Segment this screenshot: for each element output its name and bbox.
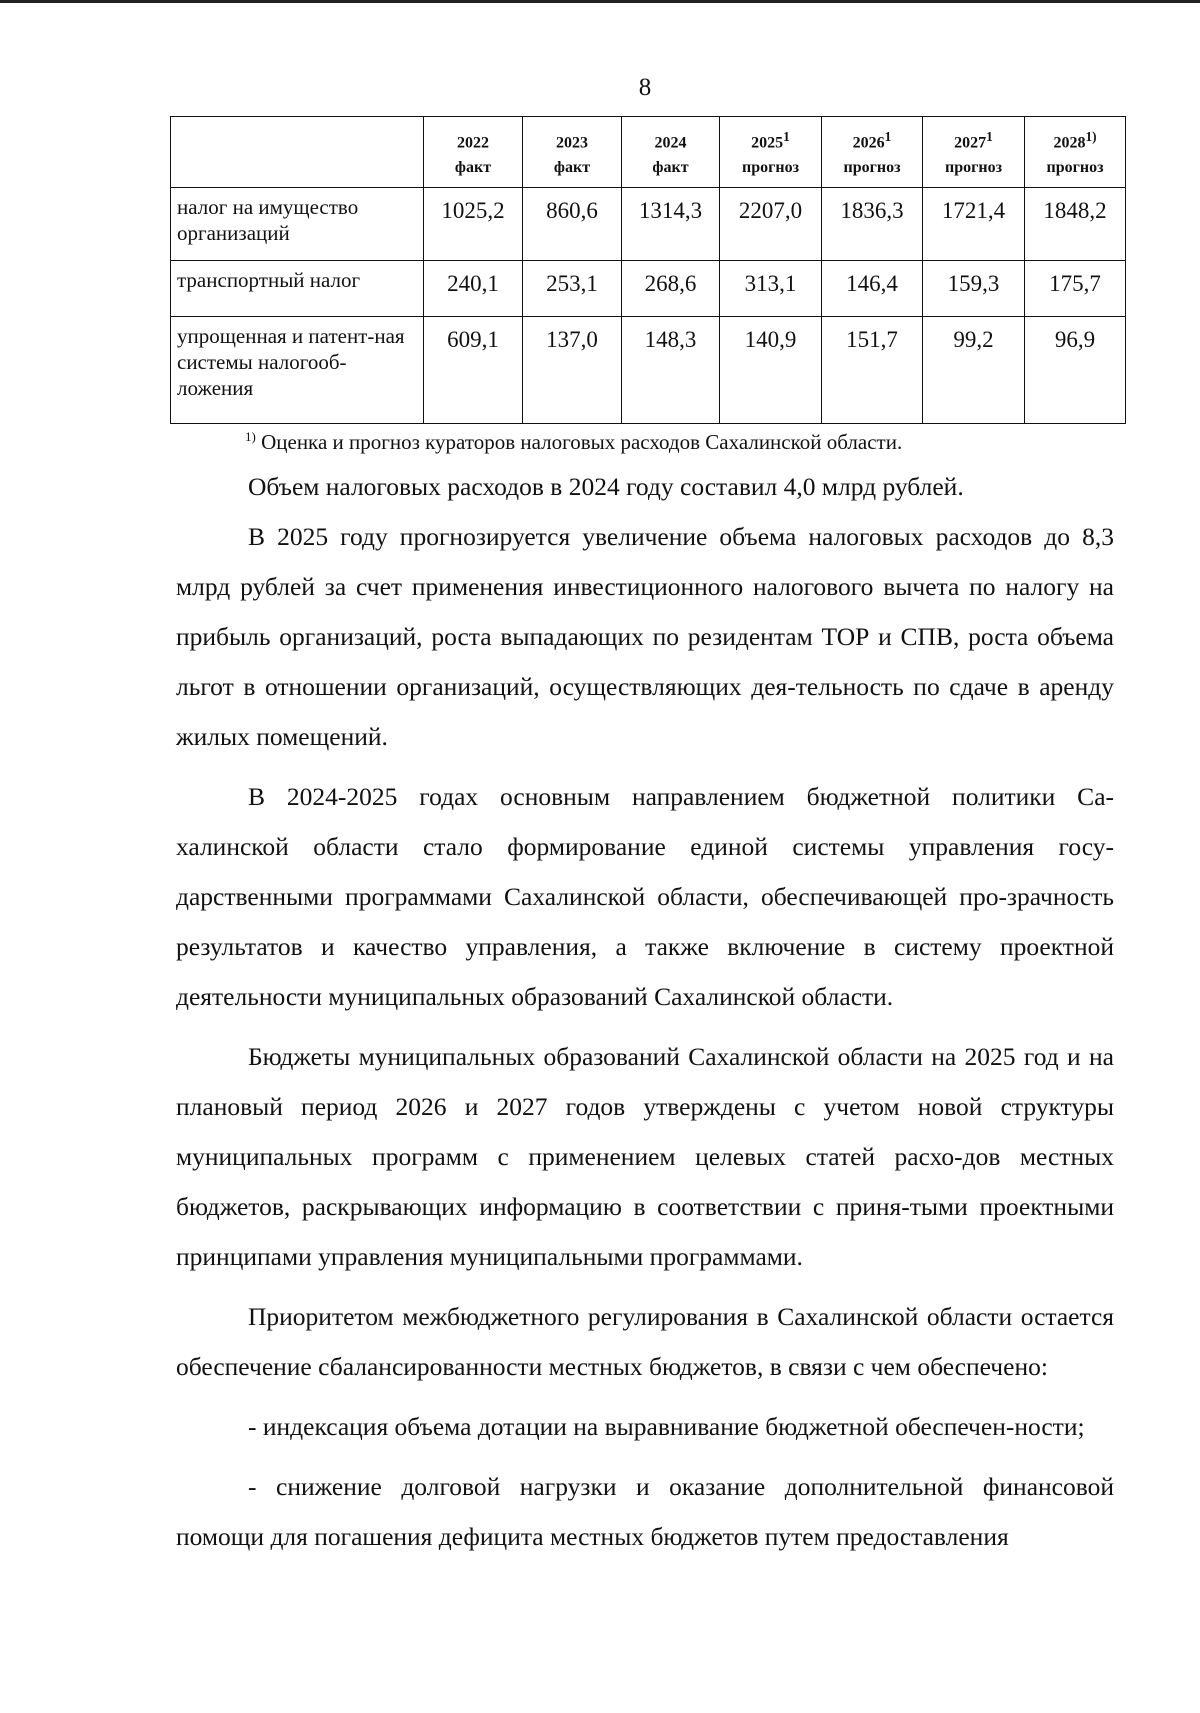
paragraph-tax-volume: Объем налоговых расходов в 2024 году составил 4,0 млрд рублей. bbox=[248, 472, 964, 501]
paragraph-2025-forecast: В 2025 году прогнозируется увеличение объема налоговых расходов до 8,3 млрд рублей за счет применения инвестиционного налогового вычета по налогу на прибыль организаций, роста выпадающих по резидентам ТОР и СПВ, роста объема льгот в отношении организаций, осуществляющих дея-тельность по сдаче в аренду жилых помещений. bbox=[176, 522, 1114, 751]
table-row bbox=[171, 188, 1126, 261]
header-year-2026: 2026$^1$ прогноз bbox=[822, 117, 923, 188]
body-text bbox=[176, 462, 1114, 1572]
header-empty-cell bbox=[171, 117, 424, 188]
cell-value: 240,1 bbox=[424, 261, 523, 317]
cell-value: 1721,4 bbox=[923, 188, 1025, 261]
cell-value: 313,1 bbox=[720, 261, 822, 317]
cell-value: 253,1 bbox=[523, 261, 622, 317]
list-item: - снижение долговой нагрузки и оказание дополнительной финансовой помощи для погашения дефицита местных бюджетов путем предоставления bbox=[176, 1472, 1114, 1551]
header-year-2023: 2023 факт bbox=[523, 117, 622, 188]
footnote-text: Оценка и прогноз кураторов налоговых расходов Сахалинской области. bbox=[255, 430, 903, 454]
cell-value: 609,1 bbox=[424, 317, 523, 424]
header-year-2022: 2022 факт bbox=[424, 117, 523, 188]
page-number: 8 bbox=[638, 74, 652, 101]
table-header-row bbox=[171, 117, 1126, 188]
cell-value: 2207,0 bbox=[720, 188, 822, 261]
header-year-2024: 2024 факт bbox=[622, 117, 720, 188]
cell-value: 137,0 bbox=[523, 317, 622, 424]
cell-value: 1848,2 bbox=[1025, 188, 1126, 261]
cell-value: 151,7 bbox=[822, 317, 923, 424]
top-border-line bbox=[0, 0, 1200, 3]
header-year-2027: 2027$^1$ прогноз bbox=[923, 117, 1025, 188]
cell-value: 148,3 bbox=[622, 317, 720, 424]
tax-expenditures-table bbox=[170, 116, 1126, 424]
cell-value: 860,6 bbox=[523, 188, 622, 261]
paragraph-municipal-budgets: Бюджеты муниципальных образований Сахалинской области на 2025 год и на плановый период 2026 и 2027 годов утверждены с учетом новой структуры муниципальных программ с применением целевых статей расхо-дов местных бюджетов, раскрывающих информацию в соответствии с приня-тыми проектными принципами управления муниципальными программами. bbox=[176, 1042, 1114, 1271]
cell-value: 1314,3 bbox=[622, 188, 720, 261]
cell-value: 159,3 bbox=[923, 261, 1025, 317]
cell-value: 175,7 bbox=[1025, 261, 1126, 317]
row-label: упрощенная и патент-ная системы налогооб-ложения bbox=[171, 317, 424, 424]
header-year-2025: 2025$^1$ прогноз bbox=[720, 117, 822, 188]
table-row bbox=[171, 261, 1126, 317]
row-label: налог на имущество организаций bbox=[171, 188, 424, 261]
cell-value: 1025,2 bbox=[424, 188, 523, 261]
table-row bbox=[171, 317, 1126, 424]
list-item: - индексация объема дотации на выравнивание бюджетной обеспечен-ности; bbox=[248, 1412, 1085, 1441]
cell-value: 140,9 bbox=[720, 317, 822, 424]
cell-value: 99,2 bbox=[923, 317, 1025, 424]
header-year-2028: 2028$^{1)}$ прогноз bbox=[1025, 117, 1126, 188]
footnote-marker: 1) bbox=[245, 429, 256, 444]
table-footnote bbox=[245, 424, 902, 455]
cell-value: 268,6 bbox=[622, 261, 720, 317]
cell-value: 146,4 bbox=[822, 261, 923, 317]
cell-value: 96,9 bbox=[1025, 317, 1126, 424]
row-label: транспортный налог bbox=[171, 261, 424, 317]
cell-value: 1836,3 bbox=[822, 188, 923, 261]
paragraph-interbudget-priority: Приоритетом межбюджетного регулирования в Сахалинской области остается обеспечение сбалансированности местных бюджетов, в связи с чем обеспечено: bbox=[176, 1302, 1114, 1381]
paragraph-budget-policy: В 2024-2025 годах основным направлением бюджетной политики Са-халинской области стало формирование единой системы управления госу-дарственными программами Сахалинской области, обеспечивающей про-зрачность результатов и качество управления, а также включение в систему проектной деятельности муниципальных образований Сахалинской области. bbox=[176, 782, 1114, 1011]
